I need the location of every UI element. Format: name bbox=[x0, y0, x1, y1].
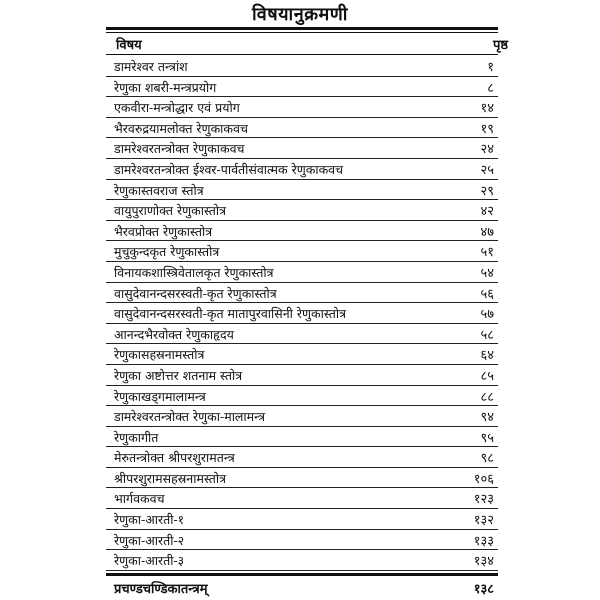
index-entry bbox=[106, 200, 498, 221]
entry-page-number: ५४ bbox=[480, 265, 494, 281]
entry-subject: रेणुका-आरती-१ bbox=[114, 512, 185, 528]
entry-page-number: १२३ bbox=[473, 492, 494, 508]
entry-page-number: २९ bbox=[480, 183, 494, 199]
entry-page-number: २५ bbox=[480, 162, 494, 178]
index-entry bbox=[106, 427, 498, 448]
entry-subject: डामरेश्वरतन्त्रोक्त ईश्वर-पार्वतीसंवात्मक रेणुकाकवच bbox=[114, 161, 344, 177]
entry-page-number: ८ bbox=[487, 80, 494, 96]
entry-page-number: ९८ bbox=[480, 451, 494, 467]
entry-page-number: ५६ bbox=[480, 286, 494, 302]
page-column-header: पृष्ठ bbox=[492, 38, 508, 53]
page-title: विषयानुक्रमणी bbox=[252, 4, 348, 25]
entry-page-number: ९४ bbox=[480, 410, 494, 426]
entry-page-number: ६४ bbox=[480, 348, 494, 364]
index-entry bbox=[106, 344, 498, 365]
entry-page-number: ४२ bbox=[480, 204, 494, 220]
entry-page-number: १ bbox=[487, 60, 494, 75]
entry-page-number: १९ bbox=[480, 121, 494, 137]
entry-page-number: ५८ bbox=[480, 327, 494, 343]
entry-subject: एकवीरा-मन्त्रोद्धार एवं प्रयोग bbox=[114, 100, 240, 116]
entry-page-number: १३४ bbox=[473, 554, 494, 570]
entry-subject: प्रचण्डचण्डिकातन्त्रम् bbox=[114, 582, 208, 597]
index-entry bbox=[106, 509, 498, 530]
index-entries bbox=[106, 56, 498, 571]
entry-subject: वायुपुराणोक्त रेणुकास्तोत्र bbox=[114, 203, 227, 219]
index-entry bbox=[106, 118, 498, 139]
index-entry bbox=[106, 159, 498, 180]
index-entry bbox=[106, 97, 498, 118]
index-entry bbox=[106, 180, 498, 201]
entry-subject: भार्गवकवच bbox=[114, 491, 165, 507]
entry-page-number: २४ bbox=[480, 142, 494, 158]
entry-subject: विनायकशास्त्रिवेतालकृत रेणुकास्तोत्र bbox=[114, 264, 274, 280]
entry-subject: मुचुकुन्दकृत रेणुकास्तोत्र bbox=[114, 244, 220, 260]
index-entry bbox=[106, 406, 498, 427]
entry-subject: रेणुकाखड्गमालामन्त्र bbox=[114, 388, 206, 404]
entry-subject: डामरेश्वरतन्त्रोक्त रेणुका-मालामन्त्र bbox=[114, 409, 266, 425]
entry-subject: डामरेश्वरतन्त्रोक्त रेणुकाकवच bbox=[114, 141, 245, 157]
entry-page-number: १०६ bbox=[473, 471, 494, 487]
index-entry bbox=[106, 77, 498, 98]
entry-page-number: ८८ bbox=[480, 389, 494, 405]
index-entry bbox=[106, 241, 498, 262]
entry-page-number: १३३ bbox=[473, 533, 494, 549]
entry-subject: डामरेश्वर तन्त्रांश bbox=[114, 59, 188, 74]
entry-subject: आनन्दभैरवोक्त रेणुकाहृदय bbox=[114, 326, 234, 342]
entry-subject: मेरुतन्त्रोक्त श्रीपरशुरामतन्त्र bbox=[114, 450, 235, 466]
index-entry bbox=[106, 550, 498, 571]
index-entry bbox=[106, 138, 498, 159]
entry-page-number: १३२ bbox=[473, 513, 494, 529]
entry-page-number: ५७ bbox=[480, 307, 494, 323]
index-entry bbox=[106, 488, 498, 509]
index-entry bbox=[106, 56, 498, 77]
entry-subject: वासुदेवानन्दसरस्वती-कृत मातापुरवासिनी रेणुकास्तोत्र bbox=[114, 306, 346, 322]
index-entry bbox=[106, 468, 498, 489]
entry-page-number: ४७ bbox=[480, 224, 494, 240]
title-rule-thick bbox=[106, 27, 498, 30]
index-entry bbox=[106, 303, 498, 324]
entry-subject: रेणुकासहस्रनामस्तोत्र bbox=[114, 347, 205, 363]
final-index-entry bbox=[106, 573, 498, 598]
title-rule-thin bbox=[106, 32, 498, 33]
subject-column-header: विषय bbox=[116, 38, 142, 53]
index-entry bbox=[106, 324, 498, 345]
entry-page-number: १४ bbox=[480, 101, 494, 117]
entry-page-number: ५१ bbox=[480, 245, 494, 261]
entry-subject: श्रीपरशुरामसहस्रनामस्तोत्र bbox=[114, 470, 227, 486]
entry-subject: वासुदेवानन्दसरस्वती-कृत रेणुकास्तोत्र bbox=[114, 285, 277, 301]
entry-subject: रेणुकागीत bbox=[114, 429, 159, 445]
entry-subject: रेणुका शबरी-मन्त्रप्रयोग bbox=[114, 79, 217, 95]
index-entry bbox=[106, 386, 498, 407]
entry-subject: रेणुका अष्टोत्तर शतनाम स्तोत्र bbox=[114, 367, 243, 383]
index-entry bbox=[106, 221, 498, 242]
index-entry bbox=[106, 530, 498, 551]
entry-page-number: ९५ bbox=[480, 430, 494, 446]
entry-subject: रेणुका-आरती-२ bbox=[114, 532, 185, 548]
entry-subject: रेणुकास्तवराज स्तोत्र bbox=[114, 182, 204, 198]
entry-page-number: १३८ bbox=[473, 582, 494, 597]
index-entry bbox=[106, 283, 498, 304]
entry-subject: भैरवरुद्रयामलोक्त रेणुकाकवच bbox=[114, 120, 248, 136]
index-entry bbox=[106, 365, 498, 386]
entry-subject: भैरवप्रोक्त रेणुकास्तोत्र bbox=[114, 223, 213, 239]
index-entry bbox=[106, 262, 498, 283]
entry-subject: रेणुका-आरती-३ bbox=[114, 553, 185, 569]
entry-page-number: ८५ bbox=[480, 368, 494, 384]
header-rule bbox=[106, 54, 498, 55]
index-entry bbox=[106, 447, 498, 468]
